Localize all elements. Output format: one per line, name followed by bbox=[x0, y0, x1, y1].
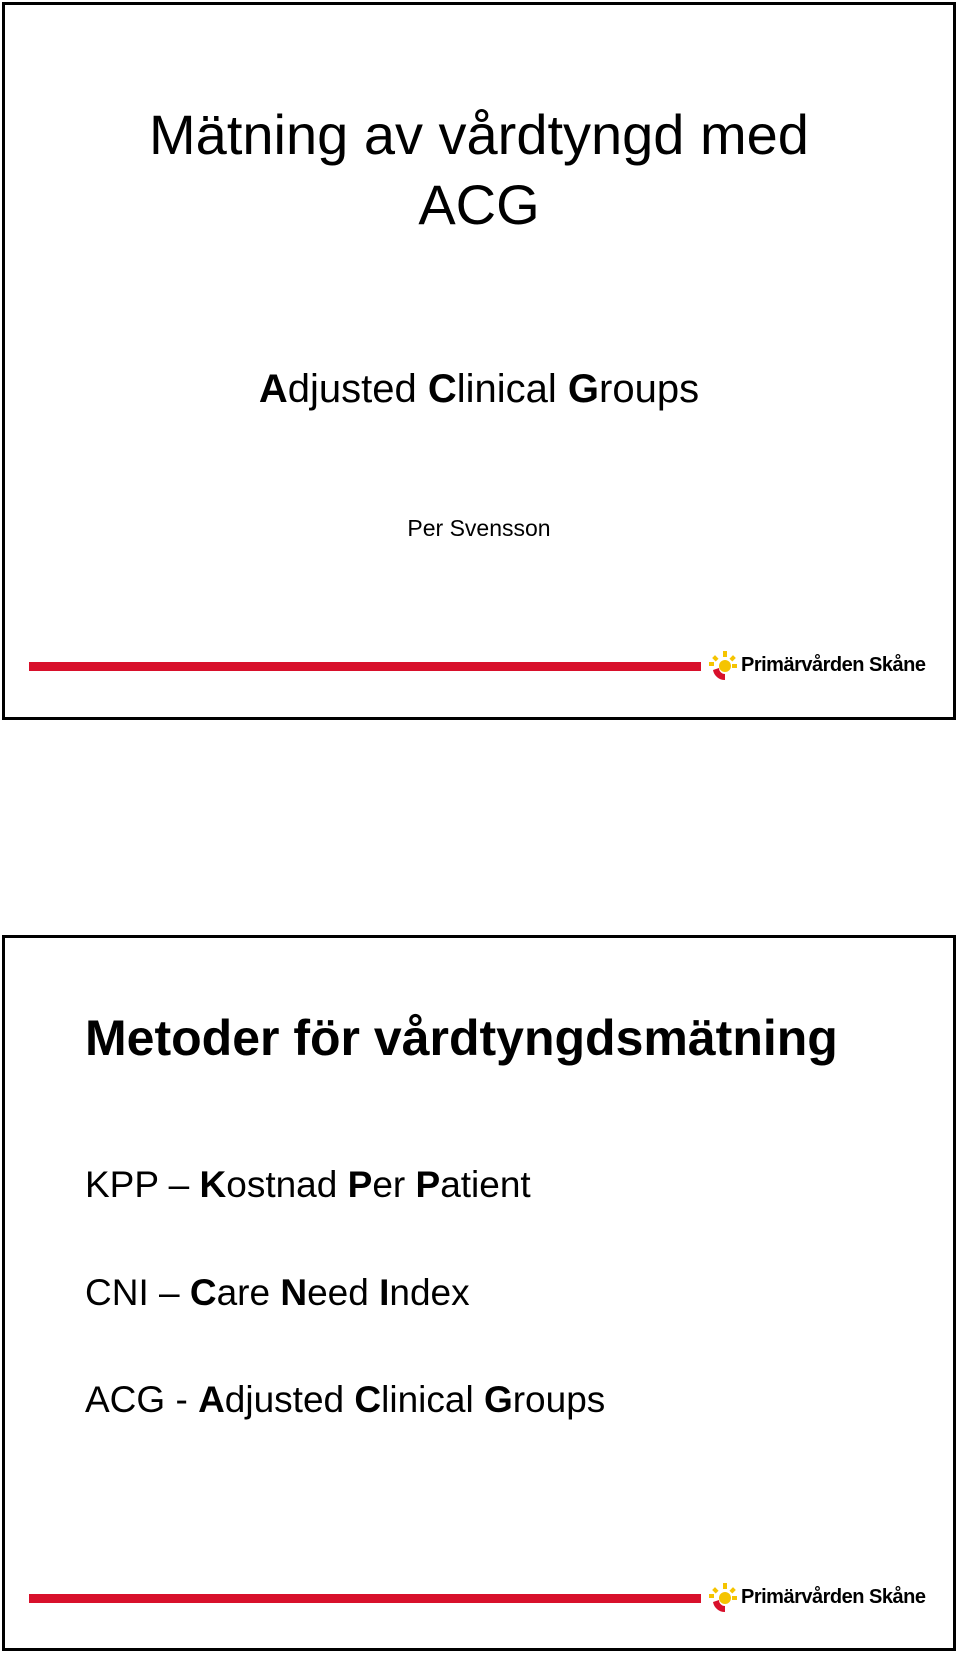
slide-heading: Metoder för vårdtyngdsmätning bbox=[85, 1010, 838, 1066]
subtitle-word-clinical: linical bbox=[456, 367, 568, 411]
subtitle-initial-a: A bbox=[258, 367, 288, 411]
cni-line bbox=[85, 1271, 470, 1315]
kpp-prefix: KPP – bbox=[85, 1164, 200, 1205]
acg-initial-a: A bbox=[198, 1379, 225, 1420]
cni-word-index: ndex bbox=[389, 1272, 470, 1313]
slide-footer bbox=[5, 647, 953, 687]
cni-prefix: CNI – bbox=[85, 1272, 190, 1313]
title-line-1: Mätning av vårdtyngd med bbox=[149, 103, 809, 166]
kpp-word-patient: atient bbox=[440, 1164, 531, 1205]
logo-text: Primärvården Skåne bbox=[741, 1586, 926, 1608]
methods-slide bbox=[2, 935, 956, 1651]
author-name: Per Svensson bbox=[407, 515, 551, 541]
kpp-initial-k: K bbox=[199, 1164, 227, 1205]
subtitle-word-adjusted: djusted bbox=[287, 367, 428, 411]
acg-initial-g: G bbox=[483, 1379, 513, 1420]
acg-prefix: ACG - bbox=[85, 1379, 199, 1420]
kpp-line bbox=[85, 1163, 531, 1207]
kpp-word-per: er bbox=[372, 1164, 416, 1205]
kpp-initial-p2: P bbox=[415, 1164, 441, 1205]
logo-text: Primärvården Skåne bbox=[741, 654, 926, 676]
cni-initial-c: C bbox=[189, 1272, 217, 1313]
title-slide bbox=[2, 2, 956, 720]
acg-word-clinical: linical bbox=[381, 1379, 484, 1420]
presentation-subtitle bbox=[5, 365, 953, 413]
sun-logo-icon bbox=[709, 1582, 737, 1614]
cni-word-need: eed bbox=[307, 1272, 380, 1313]
slide-footer bbox=[5, 1579, 953, 1619]
footer-red-bar bbox=[29, 662, 701, 671]
sun-logo-icon bbox=[709, 650, 737, 682]
subtitle-initial-g: G bbox=[567, 367, 600, 411]
primarvarden-skane-logo bbox=[709, 647, 926, 687]
acg-initial-c: C bbox=[354, 1379, 382, 1420]
acg-word-groups: roups bbox=[512, 1379, 606, 1420]
kpp-word-kostnad: ostnad bbox=[226, 1164, 348, 1205]
footer-red-bar bbox=[29, 1594, 701, 1603]
cni-initial-n: N bbox=[280, 1272, 308, 1313]
subtitle-initial-c: C bbox=[427, 367, 457, 411]
subtitle-word-groups: roups bbox=[599, 367, 700, 411]
title-line-2: ACG bbox=[418, 173, 540, 236]
cni-initial-i: I bbox=[379, 1272, 390, 1313]
presentation-title bbox=[5, 100, 953, 240]
acg-line bbox=[85, 1378, 605, 1422]
cni-word-care: are bbox=[216, 1272, 281, 1313]
primarvarden-skane-logo bbox=[709, 1579, 926, 1619]
kpp-initial-p1: P bbox=[347, 1164, 373, 1205]
acg-word-adjusted: djusted bbox=[224, 1379, 355, 1420]
